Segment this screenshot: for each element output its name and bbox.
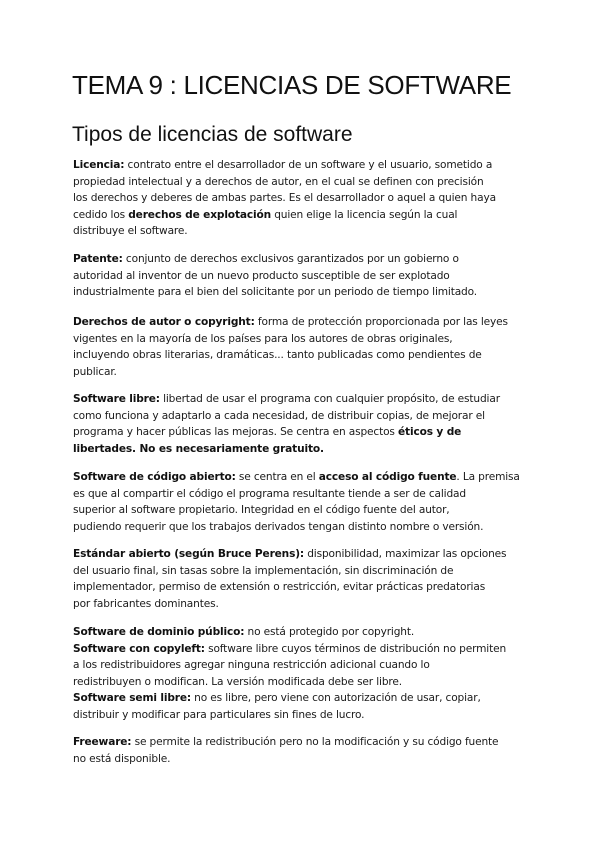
term-codigo-abierto: Software de código abierto: bbox=[73, 471, 236, 483]
term-dominio-publico: Software de dominio público: bbox=[73, 626, 245, 638]
item-dominio-publico: Software de dominio público: no está protegido por copyright. bbox=[73, 626, 415, 638]
document-title: TEMA 9 : LICENCIAS DE SOFTWARE bbox=[72, 70, 512, 100]
emphasis-libertades: libertades. No es necesariamente gratuito. bbox=[73, 442, 324, 455]
item-copyleft: Software con copyleft: software libre cuyos términos de distribución no permiten bbox=[73, 642, 507, 655]
paragraph-software-libre: Software libre: libertad de usar el programa con cualquier propósito, de estudiar como funciona y adaptarlo a cada necesidad, de distribuir copias, de mejorar el programa y hacer públicas las mejoras. Se centra en aspectos éticos y de libertades. No es necesariamente gratuito. bbox=[73, 393, 500, 455]
paragraph-licencia: Licencia: contrato entre el desarrollador de un software y el usuario, sometido a propiedad intelectual y a derechos de autor, en el cual se definen con precisión los derechos y deberes de ambas partes. Es el desarrollador o aquel a quien haya cedido los derechos de explotación quien elige la licencia según la cual distribuye el software. bbox=[73, 159, 496, 238]
term-freeware: Freeware: bbox=[73, 736, 132, 748]
term-licencia: Licencia: bbox=[73, 159, 125, 171]
emphasis-eticos: éticos y de bbox=[398, 426, 462, 439]
paragraph-patente: Patente: conjunto de derechos exclusivos garantizados por un gobierno o autoridad al inventor de un nuevo producto susceptible de ser explotado industrialmente para el bien del solicitante por un periodo de tiempo limitado. bbox=[73, 253, 477, 299]
paragraph-freeware: Freeware: se permite la redistribución pero no la modificación y su código fuente no está disponible. bbox=[73, 736, 499, 765]
term-software-libre: Software libre: bbox=[73, 393, 160, 405]
emphasis-acceso-codigo: acceso al código fuente bbox=[318, 471, 457, 483]
paragraph-copyright: Derechos de autor o copyright: forma de protección proporcionada por las leyes vigentes en la mayoría de los países para los autores de obras originales, incluyendo obras literarias, dramáticas... tanto publicadas como pendientes de publicar. bbox=[73, 316, 508, 378]
term-semi-libre: Software semi libre: bbox=[73, 692, 191, 705]
paragraph-estandar-abierto: Estándar abierto (según Bruce Perens): disponibilidad, maximizar las opciones del usuario final, sin tasas sobre la implementación, sin discriminación de implementador, permiso de extensión o restricción, evitar prácticas predatorias por fabricantes dominantes. bbox=[73, 548, 507, 610]
section-heading: Tipos de licencias de software bbox=[72, 123, 353, 146]
term-copyleft: Software con copyleft: bbox=[73, 642, 205, 655]
term-estandar-abierto: Estándar abierto (según Bruce Perens): bbox=[73, 548, 305, 560]
item-semi-libre: Software semi libre: no es libre, pero viene con autorización de usar, copiar, bbox=[73, 692, 481, 705]
emphasis-derechos-explotacion: derechos de explotación bbox=[128, 208, 271, 221]
term-copyright: Derechos de autor o copyright: bbox=[73, 316, 255, 328]
paragraph-codigo-abierto: Software de código abierto: se centra en el acceso al código fuente. La premisa es que al compartir el código el programa resultante tiende a ser de calidad superior al software propietario. Integridad en el código fuente del autor, pudiendo requerir que los trabajos derivados tengan distinto nombre o versión. bbox=[73, 471, 520, 533]
paragraph-software-types: Software de dominio público: no está protegido por copyright. Software con copyleft: software libre cuyos términos de distribución no permiten a los redistribuidores agregar ninguna restricción adicional cuando lo redistribuyen o modifican. La versión modificada debe ser libre. Software semi libre: no es libre, pero viene con autorización de usar, copiar, distribuir y modificar para particulares sin fines de lucro. bbox=[73, 624, 535, 724]
term-patente: Patente: bbox=[73, 253, 123, 265]
